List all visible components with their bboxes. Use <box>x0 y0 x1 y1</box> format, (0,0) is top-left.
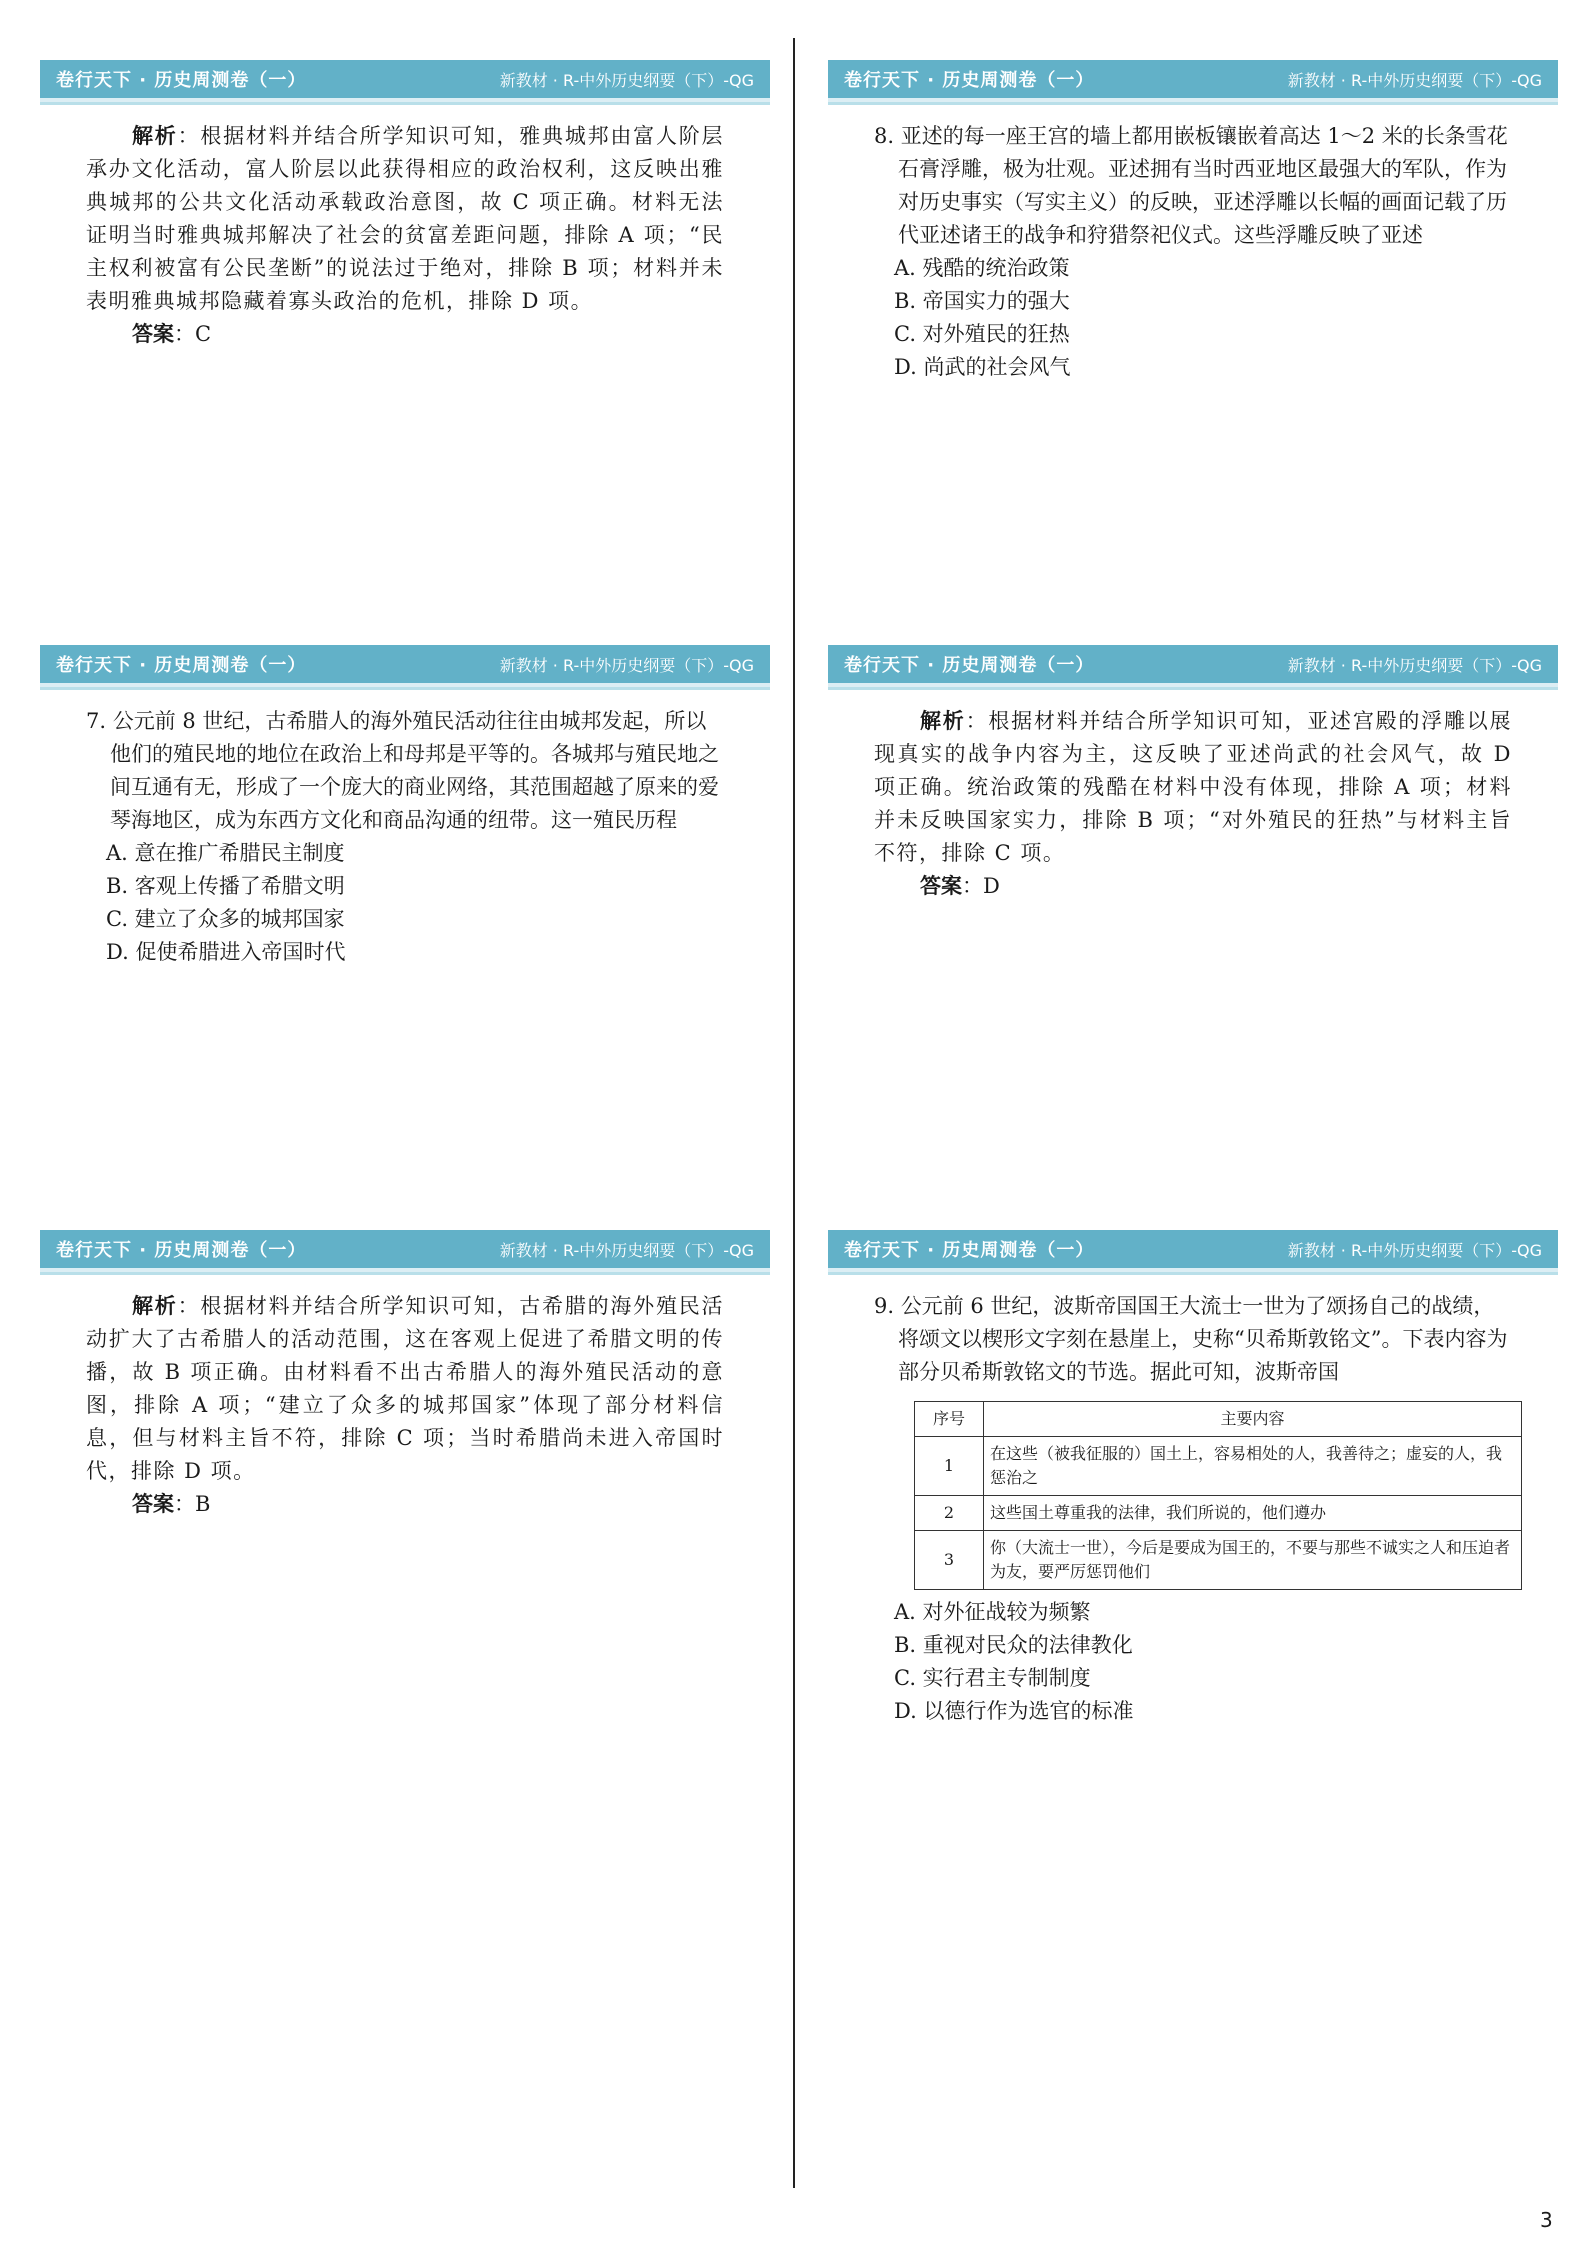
table-row <box>915 1531 1522 1590</box>
table-header-row <box>915 1402 1522 1437</box>
header-title: 卷行天下 · 历史周测卷（一） <box>56 655 307 676</box>
option-a[interactable]: A. 意在推广希腊民主制度 <box>106 841 345 865</box>
panel-explanation-8 <box>828 645 1558 903</box>
header-subtitle: 新教材 · R-中外历史纲要（下）-QG <box>1287 655 1542 675</box>
option-c[interactable]: C. 建立了众多的城邦国家 <box>106 907 345 931</box>
answer-label: 答案 <box>132 1492 174 1516</box>
table-row <box>915 1437 1522 1496</box>
question-stem: 9. 公元前 6 世纪，波斯帝国国王大流士一世为了颂扬自己的战绩，将颂文以楔形文字刻在悬崖上，史称“贝希斯敦铭文”。下表内容为部分贝希斯敦铭文的节选。据此可知，波斯帝国 <box>874 1294 1508 1384</box>
header-title: 卷行天下 · 历史周测卷（一） <box>56 1240 307 1261</box>
table-cell-no: 1 <box>915 1437 984 1496</box>
panel-explanation-7 <box>40 1230 770 1521</box>
panel-header <box>40 60 770 102</box>
explanation-body: ：根据材料并结合所学知识可知，亚述宫殿的浮雕以展现真实的战争内容为主，这反映了亚述尚武的社会风气，故 D 项正确。统治政策的残酷在材料中没有体现，排除 A 项；材料并未反映国家实力，排除 B 项；“对外殖民的狂热”与材料主旨不符，排除 C 项。 <box>874 709 1513 865</box>
page-number: 3 <box>1540 2208 1553 2232</box>
answer-value: ：D <box>962 874 1000 898</box>
header-subtitle: 新教材 · R-中外历史纲要（下）-QG <box>1287 70 1542 90</box>
explanation-text <box>86 1290 724 1488</box>
panel-header <box>828 1230 1558 1272</box>
option-d[interactable]: D. 促使希腊进入帝国时代 <box>106 940 346 964</box>
header-title: 卷行天下 · 历史周测卷（一） <box>844 655 1095 676</box>
option-a[interactable]: A. 对外征战较为频繁 <box>894 1600 1091 1624</box>
explanation-text <box>874 705 1512 870</box>
table-cell-no: 2 <box>915 1496 984 1531</box>
explanation-body: ：根据材料并结合所学知识可知，古希腊的海外殖民活动扩大了古希腊人的活动范围，这在客观上促进了希腊文明的传播，故 B 项正确。由材料看不出古希腊人的海外殖民活动的意图，排除 A 项；“建立了众多的城邦国家”体现了部分材料信息，但与材料主旨不符，排除 C 项；当时希腊尚未进入帝国时代，排除 D 项。 <box>86 1294 725 1483</box>
header-subtitle: 新教材 · R-中外历史纲要（下）-QG <box>1287 1240 1542 1260</box>
explanation-label: 解析 <box>132 124 178 148</box>
header-title: 卷行天下 · 历史周测卷（一） <box>844 1240 1095 1261</box>
header-title: 卷行天下 · 历史周测卷（一） <box>844 70 1095 91</box>
panel-explanation-1 <box>40 60 770 351</box>
options-list <box>874 252 1512 384</box>
option-a[interactable]: A. 残酷的统治政策 <box>894 256 1070 280</box>
option-c[interactable]: C. 实行君主专制制度 <box>894 1666 1091 1690</box>
panel-question-8 <box>828 60 1558 384</box>
header-title: 卷行天下 · 历史周测卷（一） <box>56 70 307 91</box>
panel-header <box>40 645 770 687</box>
answer-label: 答案 <box>920 874 962 898</box>
answer-value: ：B <box>174 1492 211 1516</box>
table-row <box>915 1496 1522 1531</box>
options-list <box>86 837 724 969</box>
table-cell-content: 你（大流士一世），今后是要成为国王的，不要与那些不诚实之人和压迫者为友，要严厉惩罚他们 <box>984 1531 1522 1590</box>
answer <box>86 1488 724 1521</box>
option-c[interactable]: C. 对外殖民的狂热 <box>894 322 1070 346</box>
explanation-label: 解析 <box>920 709 966 733</box>
option-b[interactable]: B. 客观上传播了希腊文明 <box>106 874 345 898</box>
answer <box>874 870 1512 903</box>
table-cell-content: 这些国土尊重我的法律，我们所说的，他们遵办 <box>984 1496 1522 1531</box>
table-header-no: 序号 <box>915 1402 984 1437</box>
header-subtitle: 新教材 · R-中外历史纲要（下）-QG <box>499 655 754 675</box>
option-d[interactable]: D. 尚武的社会风气 <box>894 355 1071 379</box>
answer-value: ：C <box>174 322 212 346</box>
options-list <box>874 1596 1512 1728</box>
explanation-body: ：根据材料并结合所学知识可知，雅典城邦由富人阶层承办文化活动，富人阶层以此获得相应的政治权利，这反映出雅典城邦的公共文化活动承载政治意图，故 C 项正确。材料无法证明当时雅典城邦解决了社会的贫富差距问题，排除 A 项；“民主权利被富有公民垄断”的说法过于绝对，排除 B 项；材料并未表明雅典城邦隐藏着寡头政治的危机，排除 D 项。 <box>86 124 725 313</box>
option-b[interactable]: B. 帝国实力的强大 <box>894 289 1070 313</box>
column-divider <box>793 38 795 2188</box>
header-subtitle: 新教材 · R-中外历史纲要（下）-QG <box>499 1240 754 1260</box>
panel-question-7 <box>40 645 770 969</box>
inscription-table <box>914 1401 1522 1590</box>
table-cell-content: 在这些（被我征服的）国土上，容易相处的人，我善待之；虚妄的人，我惩治之 <box>984 1437 1522 1496</box>
table-header-content: 主要内容 <box>984 1402 1522 1437</box>
explanation-text <box>86 120 724 318</box>
panel-header <box>40 1230 770 1272</box>
header-subtitle: 新教材 · R-中外历史纲要（下）-QG <box>499 70 754 90</box>
panel-header <box>828 60 1558 102</box>
panel-header <box>828 645 1558 687</box>
option-d[interactable]: D. 以德行作为选官的标准 <box>894 1699 1134 1723</box>
answer <box>86 318 724 351</box>
question-stem: 8. 亚述的每一座王宫的墙上都用嵌板镶嵌着高达 1～2 米的长条雪花石膏浮雕，极为壮观。亚述拥有当时西亚地区最强大的军队，作为对历史事实（写实主义）的反映，亚述浮雕以长幅的画面记载了历代亚述诸王的战争和狩猎祭祀仪式。这些浮雕反映了亚述 <box>874 124 1508 247</box>
question-stem: 7. 公元前 8 世纪，古希腊人的海外殖民活动往往由城邦发起，所以他们的殖民地的地位在政治上和母邦是平等的。各城邦与殖民地之间互通有无，形成了一个庞大的商业网络，其范围超越了原来的爱琴海地区，成为东西方文化和商品沟通的纽带。这一殖民历程 <box>86 709 719 832</box>
explanation-label: 解析 <box>132 1294 178 1318</box>
option-b[interactable]: B. 重视对民众的法律教化 <box>894 1633 1133 1657</box>
answer-label: 答案 <box>132 322 174 346</box>
table-cell-no: 3 <box>915 1531 984 1590</box>
panel-question-9 <box>828 1230 1558 1728</box>
